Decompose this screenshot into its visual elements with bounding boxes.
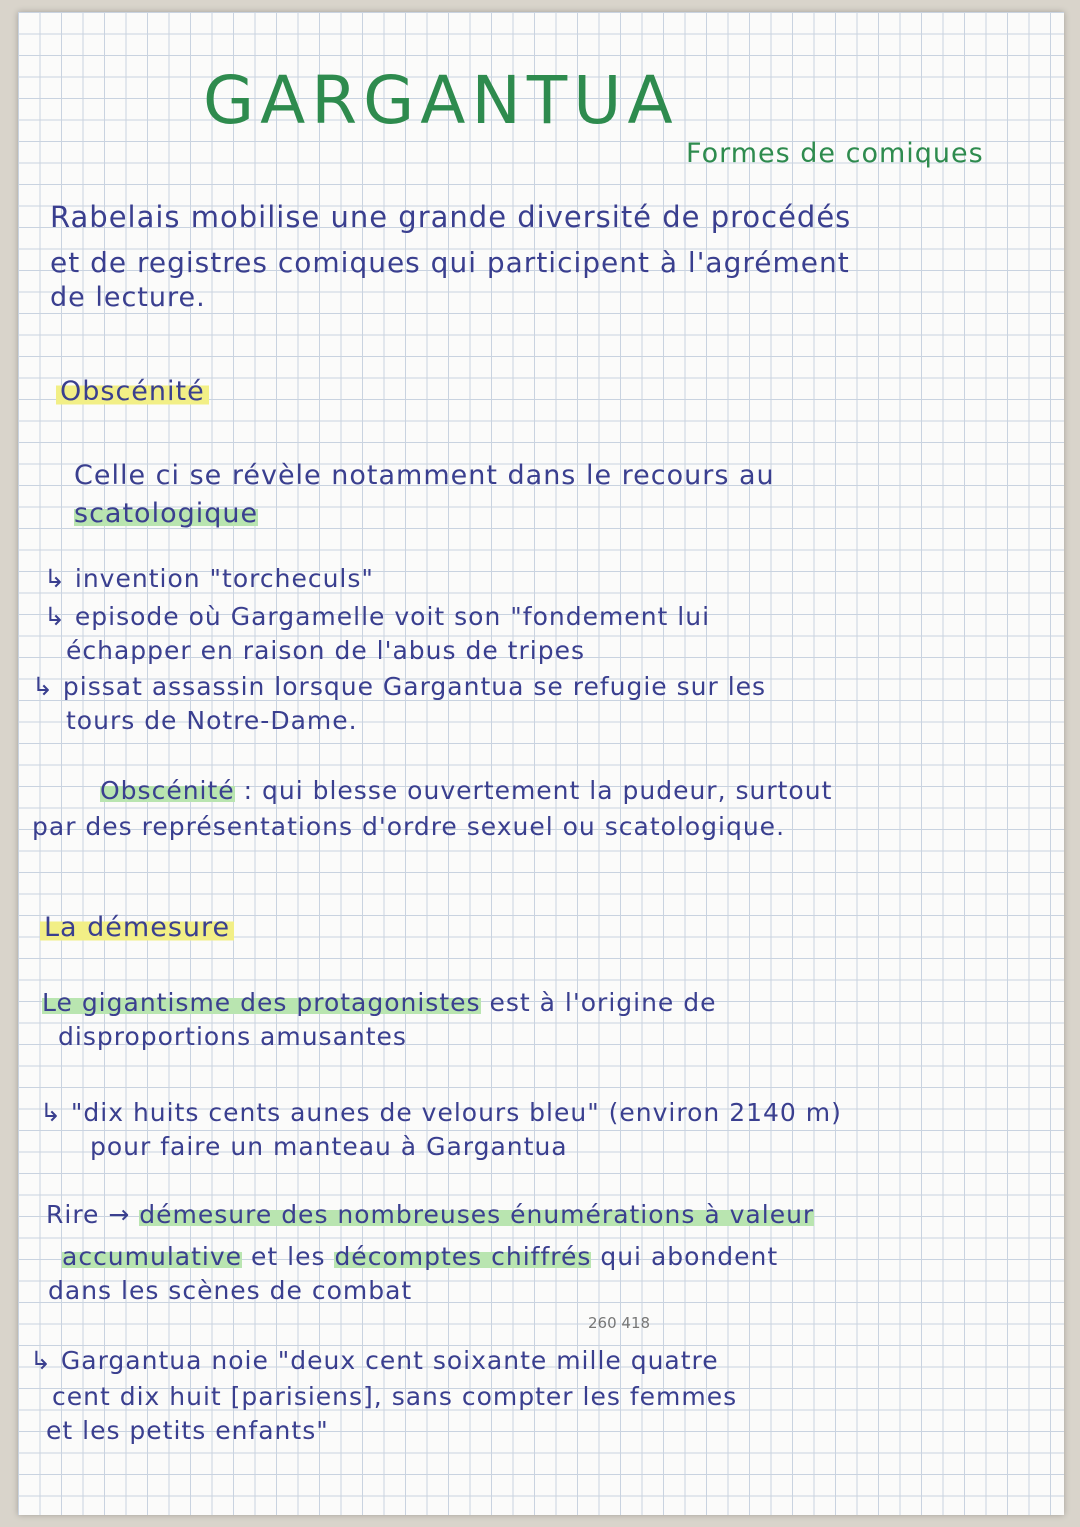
- decomptes-highlight: décomptes chiffrés: [334, 1242, 592, 1271]
- rire-highlight: démesure des nombreuses énumérations à valeur: [139, 1200, 815, 1229]
- rire-line-3: dans les scènes de combat: [48, 1276, 413, 1305]
- section-heading-demesure: La démesure: [40, 912, 234, 943]
- definition-line-2: par des représentations d'ordre sexuel ou scatologique.: [32, 812, 786, 841]
- intro-line-3: de lecture.: [50, 282, 206, 313]
- rire-line-1: [46, 1200, 814, 1229]
- bullet-gargamelle-line-2: échapper en raison de l'abus de tripes: [66, 636, 585, 665]
- bullet-pissat-line-1: ↳ pissat assassin lorsque Gargantua se refugie sur les: [32, 672, 767, 701]
- bullet-noyade-line-2: cent dix huit [parisiens], sans compter les femmes: [52, 1382, 738, 1411]
- definition-line-1: [100, 776, 832, 805]
- rire-line-2: [62, 1242, 778, 1271]
- intro-line-1: Rabelais mobilise une grande diversité de procédés: [50, 200, 852, 234]
- notebook-page: [18, 12, 1064, 1515]
- page-subtitle: Formes de comiques: [686, 138, 984, 169]
- accumulative-highlight: accumulative: [62, 1242, 243, 1271]
- section-heading-obscenite: Obscénité: [56, 376, 209, 407]
- number-annotation: 260 418: [588, 1314, 651, 1332]
- definition-term: Obscénité: [100, 776, 235, 805]
- rire-line-2-rest: qui abondent: [600, 1242, 779, 1271]
- bullet-gargamelle-line-1: ↳ episode où Gargamelle voit son "fondement lui: [44, 602, 711, 631]
- bullet-velours-line-1: ↳ "dix huits cents aunes de velours bleu" (environ 2140 m): [40, 1098, 842, 1127]
- rire-label: Rire →: [46, 1200, 131, 1229]
- bullet-noyade-line-3: et les petits enfants": [46, 1416, 329, 1445]
- sec2-paragraph-line-2: disproportions amusantes: [58, 1022, 407, 1051]
- bullet-pissat-line-2: tours de Notre-Dame.: [66, 706, 358, 735]
- definition-text: : qui blesse ouvertement la pudeur, surtout: [243, 776, 833, 805]
- sec1-paragraph-line-2: scatologique: [74, 498, 259, 529]
- bullet-velours-line-2: pour faire un manteau à Gargantua: [90, 1132, 568, 1161]
- bullet-noyade-line-1: ↳ Gargantua noie "deux cent soixante mille quatre: [30, 1346, 719, 1375]
- sec2-paragraph-line-1: [42, 988, 717, 1017]
- bullet-torcheculs: ↳ invention "torcheculs": [44, 564, 374, 593]
- sec2-paragraph-rest: est à l'origine de: [489, 988, 717, 1017]
- page-title: GARGANTUA: [203, 62, 679, 139]
- sec1-paragraph-line-1: Celle ci se révèle notamment dans le recours au: [74, 460, 775, 491]
- rire-line-2-mid: et les: [251, 1242, 326, 1271]
- gigantisme-highlight: Le gigantisme des protagonistes: [42, 988, 481, 1017]
- intro-line-2: et de registres comiques qui participent à l'agrément: [50, 246, 850, 279]
